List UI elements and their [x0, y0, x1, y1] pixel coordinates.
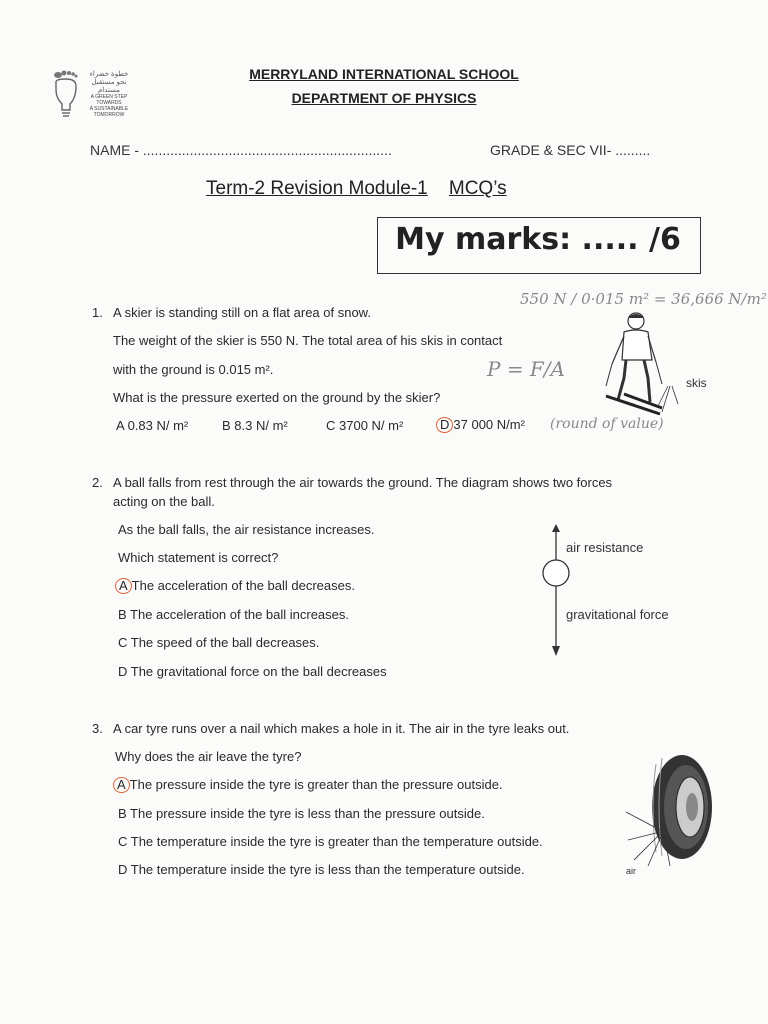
q2-line4: Which statement is correct?: [118, 550, 279, 565]
q1-line1: A skier is standing still on a flat area of snow.: [113, 305, 371, 320]
q2-line3: As the ball falls, the air resistance increases.: [118, 522, 375, 537]
q3-option-d[interactable]: D The temperature inside the tyre is less than the temperature outside.: [118, 862, 525, 877]
q3-option-a[interactable]: A The pressure inside the tyre is greater than the pressure outside.: [113, 777, 503, 793]
q1-handwritten-formula: P = F/A: [487, 357, 565, 381]
tyre-air-label: air: [626, 866, 637, 876]
q2-option-d[interactable]: D The gravitational force on the ball decreases: [118, 664, 387, 679]
q2-answer-circle: A: [115, 578, 132, 594]
q1-handwritten-note: (round of value): [550, 416, 664, 432]
q2-option-b[interactable]: B The acceleration of the ball increases.: [118, 607, 350, 622]
skis-label: skis: [686, 376, 707, 390]
q1-answer-circle: D: [436, 417, 453, 433]
q2-number: 2.: [92, 475, 103, 490]
q3-option-c[interactable]: C The temperature inside the tyre is greater than the temperature outside.: [118, 834, 543, 849]
q1-option-b[interactable]: B 8.3 N/ m²: [222, 418, 288, 433]
q2-line1: A ball falls from rest through the air towards the ground. The diagram shows two forces: [113, 475, 613, 490]
q1-line2: The weight of the skier is 550 N. The total area of his skis in contact: [113, 333, 503, 348]
q1-number: 1.: [92, 305, 103, 320]
q2-option-c[interactable]: C The speed of the ball decreases.: [118, 635, 320, 650]
marks-text: My marks: ..... /6: [395, 222, 681, 257]
q1-option-a[interactable]: A 0.83 N/ m²: [116, 418, 189, 433]
q1-line3: with the ground is 0.015 m².: [113, 362, 274, 377]
logo-tagline: A GREEN STEP TOWARDS A SUSTAINABLE TOMORROW: [89, 94, 129, 118]
logo-arabic: خطوة خضراء نحو مستقبل مستدام: [89, 71, 129, 94]
page-title: Term-2 Revision Module-1 MCQ’s: [206, 178, 507, 199]
gravitational-force-label: gravitational force: [566, 607, 669, 622]
grade-field[interactable]: GRADE & SEC VII- .........: [490, 142, 651, 158]
q3-number: 3.: [92, 721, 103, 736]
air-resistance-label: air resistance: [566, 540, 644, 555]
tyre-illustration: [620, 752, 720, 870]
q1-line4: What is the pressure exerted on the ground by the skier?: [113, 390, 441, 405]
school-name: MERRYLAND INTERNATIONAL SCHOOL: [249, 66, 519, 82]
q3-option-b[interactable]: B The pressure inside the tyre is less than the pressure outside.: [118, 806, 485, 821]
q2-line2: acting on the ball.: [113, 494, 215, 509]
q3-line2: Why does the air leave the tyre?: [115, 749, 302, 764]
q2-option-a[interactable]: A The acceleration of the ball decreases.: [115, 578, 355, 594]
q3-line1: A car tyre runs over a nail which makes a hole in it. The air in the tyre leaks out.: [113, 721, 570, 736]
q1-option-c[interactable]: C 3700 N/ m²: [326, 418, 404, 433]
q3-answer-circle: A: [113, 777, 130, 793]
q1-option-d[interactable]: D 37 000 N/m²: [436, 417, 525, 433]
department-name: DEPARTMENT OF PHYSICS: [291, 90, 477, 106]
skier-illustration: [598, 308, 688, 420]
q1-handwritten-calc: 550 N / 0·015 m² = 36,666 N/m²: [520, 290, 767, 308]
name-field[interactable]: NAME - ................................................................: [90, 142, 392, 158]
